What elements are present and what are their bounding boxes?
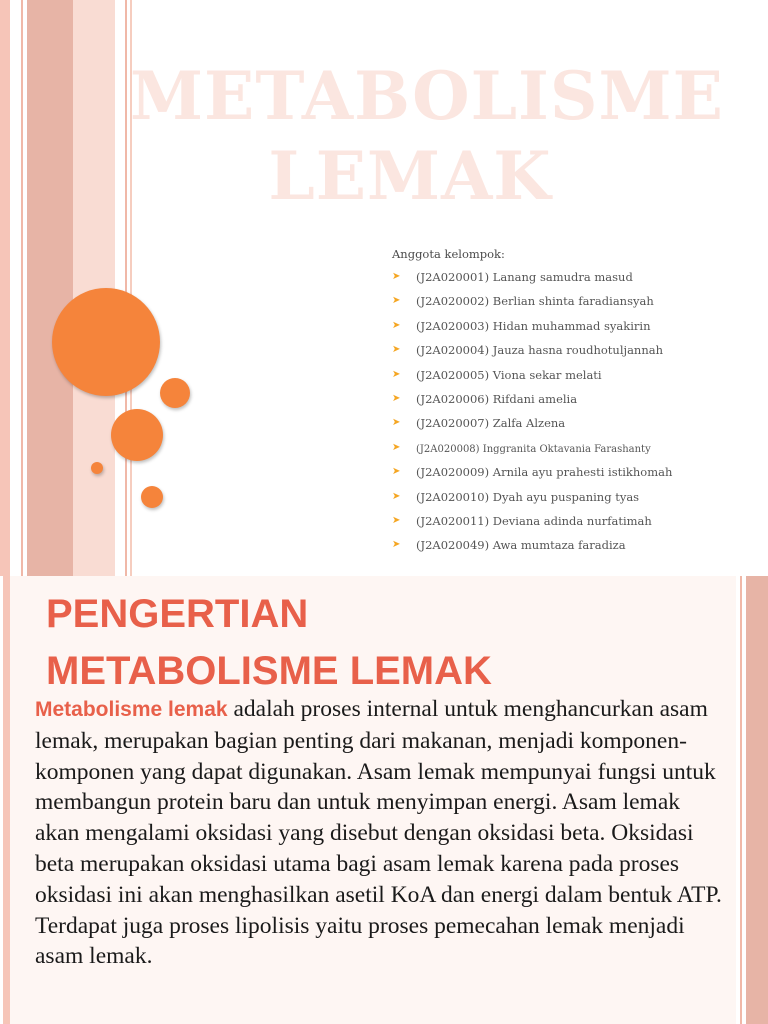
decor-stripe: [125, 0, 127, 576]
member-list-item: [392, 485, 762, 509]
member-list-item: [392, 460, 762, 484]
slide-heading: [46, 586, 706, 700]
member-list-item: [392, 314, 762, 338]
member-name: (J2A020005) Viona sekar melati: [416, 367, 602, 382]
member-name: (J2A020009) Arnila ayu prahesti istikhomah: [416, 465, 673, 480]
slide-definition: [0, 576, 768, 1024]
heading-line-1: PENGERTIAN: [46, 592, 309, 636]
decor-circle-medium: [111, 409, 163, 461]
member-list-item: [392, 265, 762, 289]
member-name: (J2A020001) Lanang samudra masud: [416, 270, 633, 284]
member-name: (J2A020002) Berlian shinta faradiansyah: [416, 294, 654, 309]
bullet-arrow-icon: ➤: [392, 514, 401, 526]
member-list-item: [392, 533, 762, 557]
member-name: (J2A020049) Awa mumtaza faradiza: [416, 538, 626, 553]
decor-circle-tiny: [91, 462, 103, 474]
decor-circle-large: [52, 288, 160, 396]
member-name: (J2A020004) Jauza hasna roudhotuljannah: [416, 343, 664, 358]
bullet-arrow-icon: ➤: [392, 441, 401, 453]
decor-stripe: [10, 0, 21, 576]
member-name: (J2A020011) Deviana adinda nurfatimah: [416, 513, 652, 528]
decor-stripe: [27, 0, 73, 576]
bullet-arrow-icon: ➤: [392, 368, 401, 380]
decor-stripe: [3, 576, 10, 1024]
highlighted-term: Metabolisme lemak: [35, 698, 228, 721]
member-name: (J2A020008) Inggranita Oktavania Farashanty: [416, 443, 651, 455]
definition-text: adalah proses internal untuk menghancurkan asam lemak, merupakan bagian penting dari makanan, menjadi komponen-komponen yang dapat digunakan. Asam lemak mempunyai fungsi untuk membangun protein baru dan untuk menyimpan energi. Asam lemak akan mengalami oksidasi yang disebut dengan oksidasi beta. Oksidasi beta merupakan oksidasi utama bagi asam lemak karena pada proses oksidasi ini akan menghasilkan asetil KoA dan energi dalam bentuk ATP. Terdapat juga proses lipolisis yaitu proses pemecahan lemak menjadi asam lemak.: [35, 696, 722, 970]
definition-paragraph: [35, 694, 725, 972]
member-list-item: [392, 387, 762, 411]
member-name: (J2A020010) Dyah ayu puspaning tyas: [416, 489, 640, 504]
member-list-item: [392, 436, 762, 460]
heading-line-2: METABOLISME LEMAK: [46, 649, 492, 693]
bullet-arrow-icon: ➤: [392, 466, 401, 478]
member-name: (J2A020006) Rifdani amelia: [416, 391, 578, 406]
bullet-arrow-icon: ➤: [392, 271, 401, 282]
member-list-item: [392, 509, 762, 533]
bullet-arrow-icon: ➤: [392, 417, 401, 429]
bullet-arrow-icon: ➤: [392, 295, 401, 307]
decor-circle-small: [160, 378, 190, 408]
bullet-arrow-icon: ➤: [392, 344, 401, 356]
member-list-heading: Anggota kelompok:: [392, 247, 505, 261]
member-list-item: [392, 289, 762, 313]
decor-stripe: [0, 0, 10, 576]
title-line-1: METABOLISME: [130, 57, 724, 135]
decor-stripe: [115, 0, 125, 576]
member-list-item: [392, 338, 762, 362]
bullet-arrow-icon: ➤: [392, 392, 401, 404]
member-list-block: [392, 243, 762, 558]
bullet-arrow-icon: ➤: [392, 490, 401, 502]
member-name: (J2A020003) Hidan muhammad syakirin: [416, 318, 651, 333]
member-list: [392, 265, 762, 558]
slide-title-text: [130, 56, 724, 216]
member-list-item: [392, 411, 762, 435]
bullet-arrow-icon: ➤: [392, 539, 401, 551]
member-name: (J2A020007) Zalfa Alzena: [416, 416, 566, 431]
bullet-arrow-icon: ➤: [392, 319, 401, 331]
decor-stripe: [746, 576, 768, 1024]
decor-circle-small: [141, 486, 163, 508]
title-line-2: LEMAK: [268, 137, 552, 215]
member-list-item: [392, 363, 762, 387]
